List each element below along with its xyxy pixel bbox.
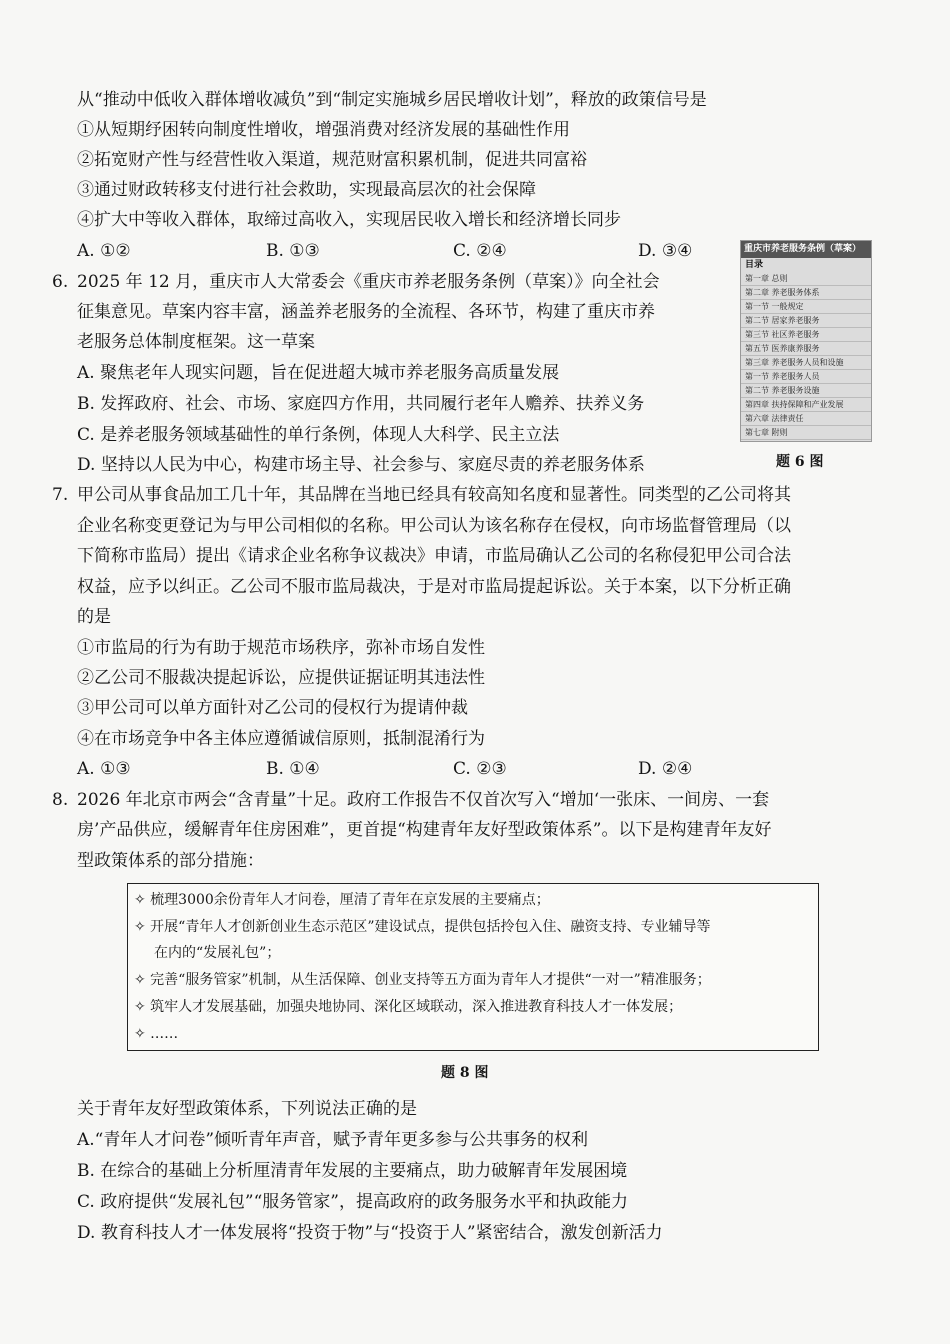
q8-number: 8. (52, 790, 69, 810)
q6-figure-row: 第五节 医养康养服务 (741, 342, 871, 356)
q7-stem-line-2: 企业名称变更登记为与甲公司相似的名称。甲公司认为该名称存在侵权，向市场监督管理局（以 (77, 516, 791, 536)
q8-figure-item: ✧ 开展“青年人才创新创业生态示范区”建设试点，提供包括拎包入住、融资支持、专业辅导等 (134, 919, 711, 935)
q5-item-4: ④扩大中等收入群体，取缔过高收入，实现居民收入增长和经济增长同步 (77, 210, 621, 230)
q6-figure-row: 第二章 养老服务体系 (741, 286, 871, 300)
q6-number: 6. (52, 272, 69, 292)
q7-option-b[interactable]: B. ①④ (266, 759, 320, 779)
q6-figure-row: 第三章 养老服务人员和设施 (741, 356, 871, 370)
q5-stem: 从“推动中低收入群体增收减负”到“制定实施城乡居民增收计划”，释放的政策信号是 (77, 90, 707, 110)
q7-option-a[interactable]: A. ①③ (77, 759, 131, 779)
q7-item-2: ②乙公司不服裁决提起诉讼，应提供证据证明其违法性 (77, 668, 485, 688)
q8-stem-line-2: 房’产品供应，缓解青年住房困难”，更首提“构建青年友好型政策体系”。以下是构建青年友好 (77, 820, 772, 840)
q8-option-a[interactable]: A.“青年人才问卷”倾听青年声音，赋予青年更多参与公共事务的权利 (77, 1130, 589, 1150)
q6-figure-row: 第二节 居家养老服务 (741, 314, 871, 328)
q8-figure-item: ✧ 筑牢人才发展基础，加强央地协同、深化区域联动，深入推进教育科技人才一体发展； (134, 999, 683, 1015)
q8-option-d[interactable]: D. 教育科技人才一体发展将“投资于物”与“投资于人”紧密结合，激发创新活力 (77, 1223, 663, 1243)
q8-figure-item: ✧ …… (134, 1026, 179, 1042)
q8-figure-caption: 题 8 图 (441, 1065, 489, 1081)
q7-option-d[interactable]: D. ②④ (638, 759, 693, 779)
q8-figure-item: ✧ 完善“服务管家”机制，从生活保障、创业支持等五方面为青年人才提供“一对一”精准服务； (134, 972, 711, 988)
q8-stem-line-1: 2026 年北京市两会“含青量”十足。政府工作报告不仅首次写入“增加‘一张床、一间房、一套 (77, 790, 770, 810)
q6-stem-line-1: 2025 年 12 月，重庆市人大常委会《重庆市养老服务条例（草案）》向全社会 (77, 272, 660, 292)
q6-figure-row: 第二节 养老服务设施 (741, 384, 871, 398)
q6-stem-line-2: 征集意见。草案内容丰富，涵盖养老服务的全流程、各环节，构建了重庆市养 (77, 302, 655, 322)
q8-figure-item: ✧ 梳理3000余份青年人才问卷，厘清了青年在京发展的主要痛点； (134, 892, 550, 908)
q7-item-1: ①市监局的行为有助于规范市场秩序，弥补市场自发性 (77, 638, 485, 658)
q6-figure-row: 第六章 法律责任 (741, 412, 871, 426)
q6-figure-row: 第四章 扶持保障和产业发展 (741, 398, 871, 412)
q6-option-a[interactable]: A. 聚焦老年人现实问题，旨在促进超大城市养老服务高质量发展 (77, 363, 560, 383)
q6-figure-toc-label: 目录 (745, 260, 764, 270)
q5-option-a[interactable]: A. ①② (77, 241, 131, 261)
q5-option-b[interactable]: B. ①③ (266, 241, 320, 261)
q6-option-d[interactable]: D. 坚持以人民为中心，构建市场主导、社会参与、家庭尽责的养老服务体系 (77, 455, 645, 475)
q8-option-b[interactable]: B. 在综合的基础上分析厘清青年发展的主要痛点，助力破解青年发展困境 (77, 1161, 628, 1181)
q7-stem-line-3: 下简称市监局）提出《请求企业名称争议裁决》申请，市监局确认乙公司的名称侵犯甲公司合法 (77, 546, 791, 566)
q8-figure-box (127, 883, 819, 1051)
q7-item-4: ④在市场竞争中各主体应遵循诚信原则，抵制混淆行为 (77, 729, 485, 749)
q5-item-2: ②拓宽财产性与经营性收入渠道，规范财富积累机制，促进共同富裕 (77, 150, 587, 170)
q8-question: 关于青年友好型政策体系，下列说法正确的是 (77, 1099, 417, 1119)
q7-stem-line-4: 权益，应予以纠正。乙公司不服市监局裁决，于是对市监局提起诉讼。关于本案，以下分析正确 (77, 577, 791, 597)
q8-figure-item: 在内的“发展礼包”； (154, 945, 281, 961)
q6-figure-caption: 题 6 图 (776, 454, 824, 470)
q6-figure-toc (740, 240, 872, 442)
q5-item-1: ①从短期纾困转向制度性增收，增强消费对经济发展的基础性作用 (77, 120, 570, 140)
q7-option-c[interactable]: C. ②③ (453, 759, 507, 779)
q6-figure-row: 第一节 一般规定 (741, 300, 871, 314)
q7-item-3: ③甲公司可以单方面针对乙公司的侵权行为提请仲裁 (77, 698, 468, 718)
q8-stem-line-3: 型政策体系的部分措施： (77, 851, 264, 871)
q6-figure-row: 第三节 社区养老服务 (741, 328, 871, 342)
q6-figure-row: 第一章 总则 (741, 272, 871, 286)
q5-item-3: ③通过财政转移支付进行社会救助，实现最高层次的社会保障 (77, 180, 536, 200)
q7-number: 7. (52, 485, 69, 505)
q5-option-d[interactable]: D. ③④ (638, 241, 693, 261)
q6-figure-title: 重庆市养老服务条例（草案） (741, 241, 871, 258)
q8-option-c[interactable]: C. 政府提供“发展礼包”“服务管家”，提高政府的政务服务水平和执政能力 (77, 1192, 628, 1212)
q6-figure-row: 第一节 养老服务人员 (741, 370, 871, 384)
q7-stem-line-5: 的是 (77, 607, 111, 627)
q6-option-b[interactable]: B. 发挥政府、社会、市场、家庭四方作用，共同履行老年人赡养、扶养义务 (77, 394, 645, 414)
q6-figure-row: 第七章 附则 (741, 426, 871, 440)
q7-stem-line-1: 甲公司从事食品加工几十年，其品牌在当地已经具有较高知名度和显著性。同类型的乙公司将其 (77, 485, 791, 505)
q6-option-c[interactable]: C. 是养老服务领域基础性的单行条例，体现人大科学、民主立法 (77, 425, 560, 445)
q5-option-c[interactable]: C. ②④ (453, 241, 507, 261)
q6-stem-line-3: 老服务总体制度框架。这一草案 (77, 332, 315, 352)
